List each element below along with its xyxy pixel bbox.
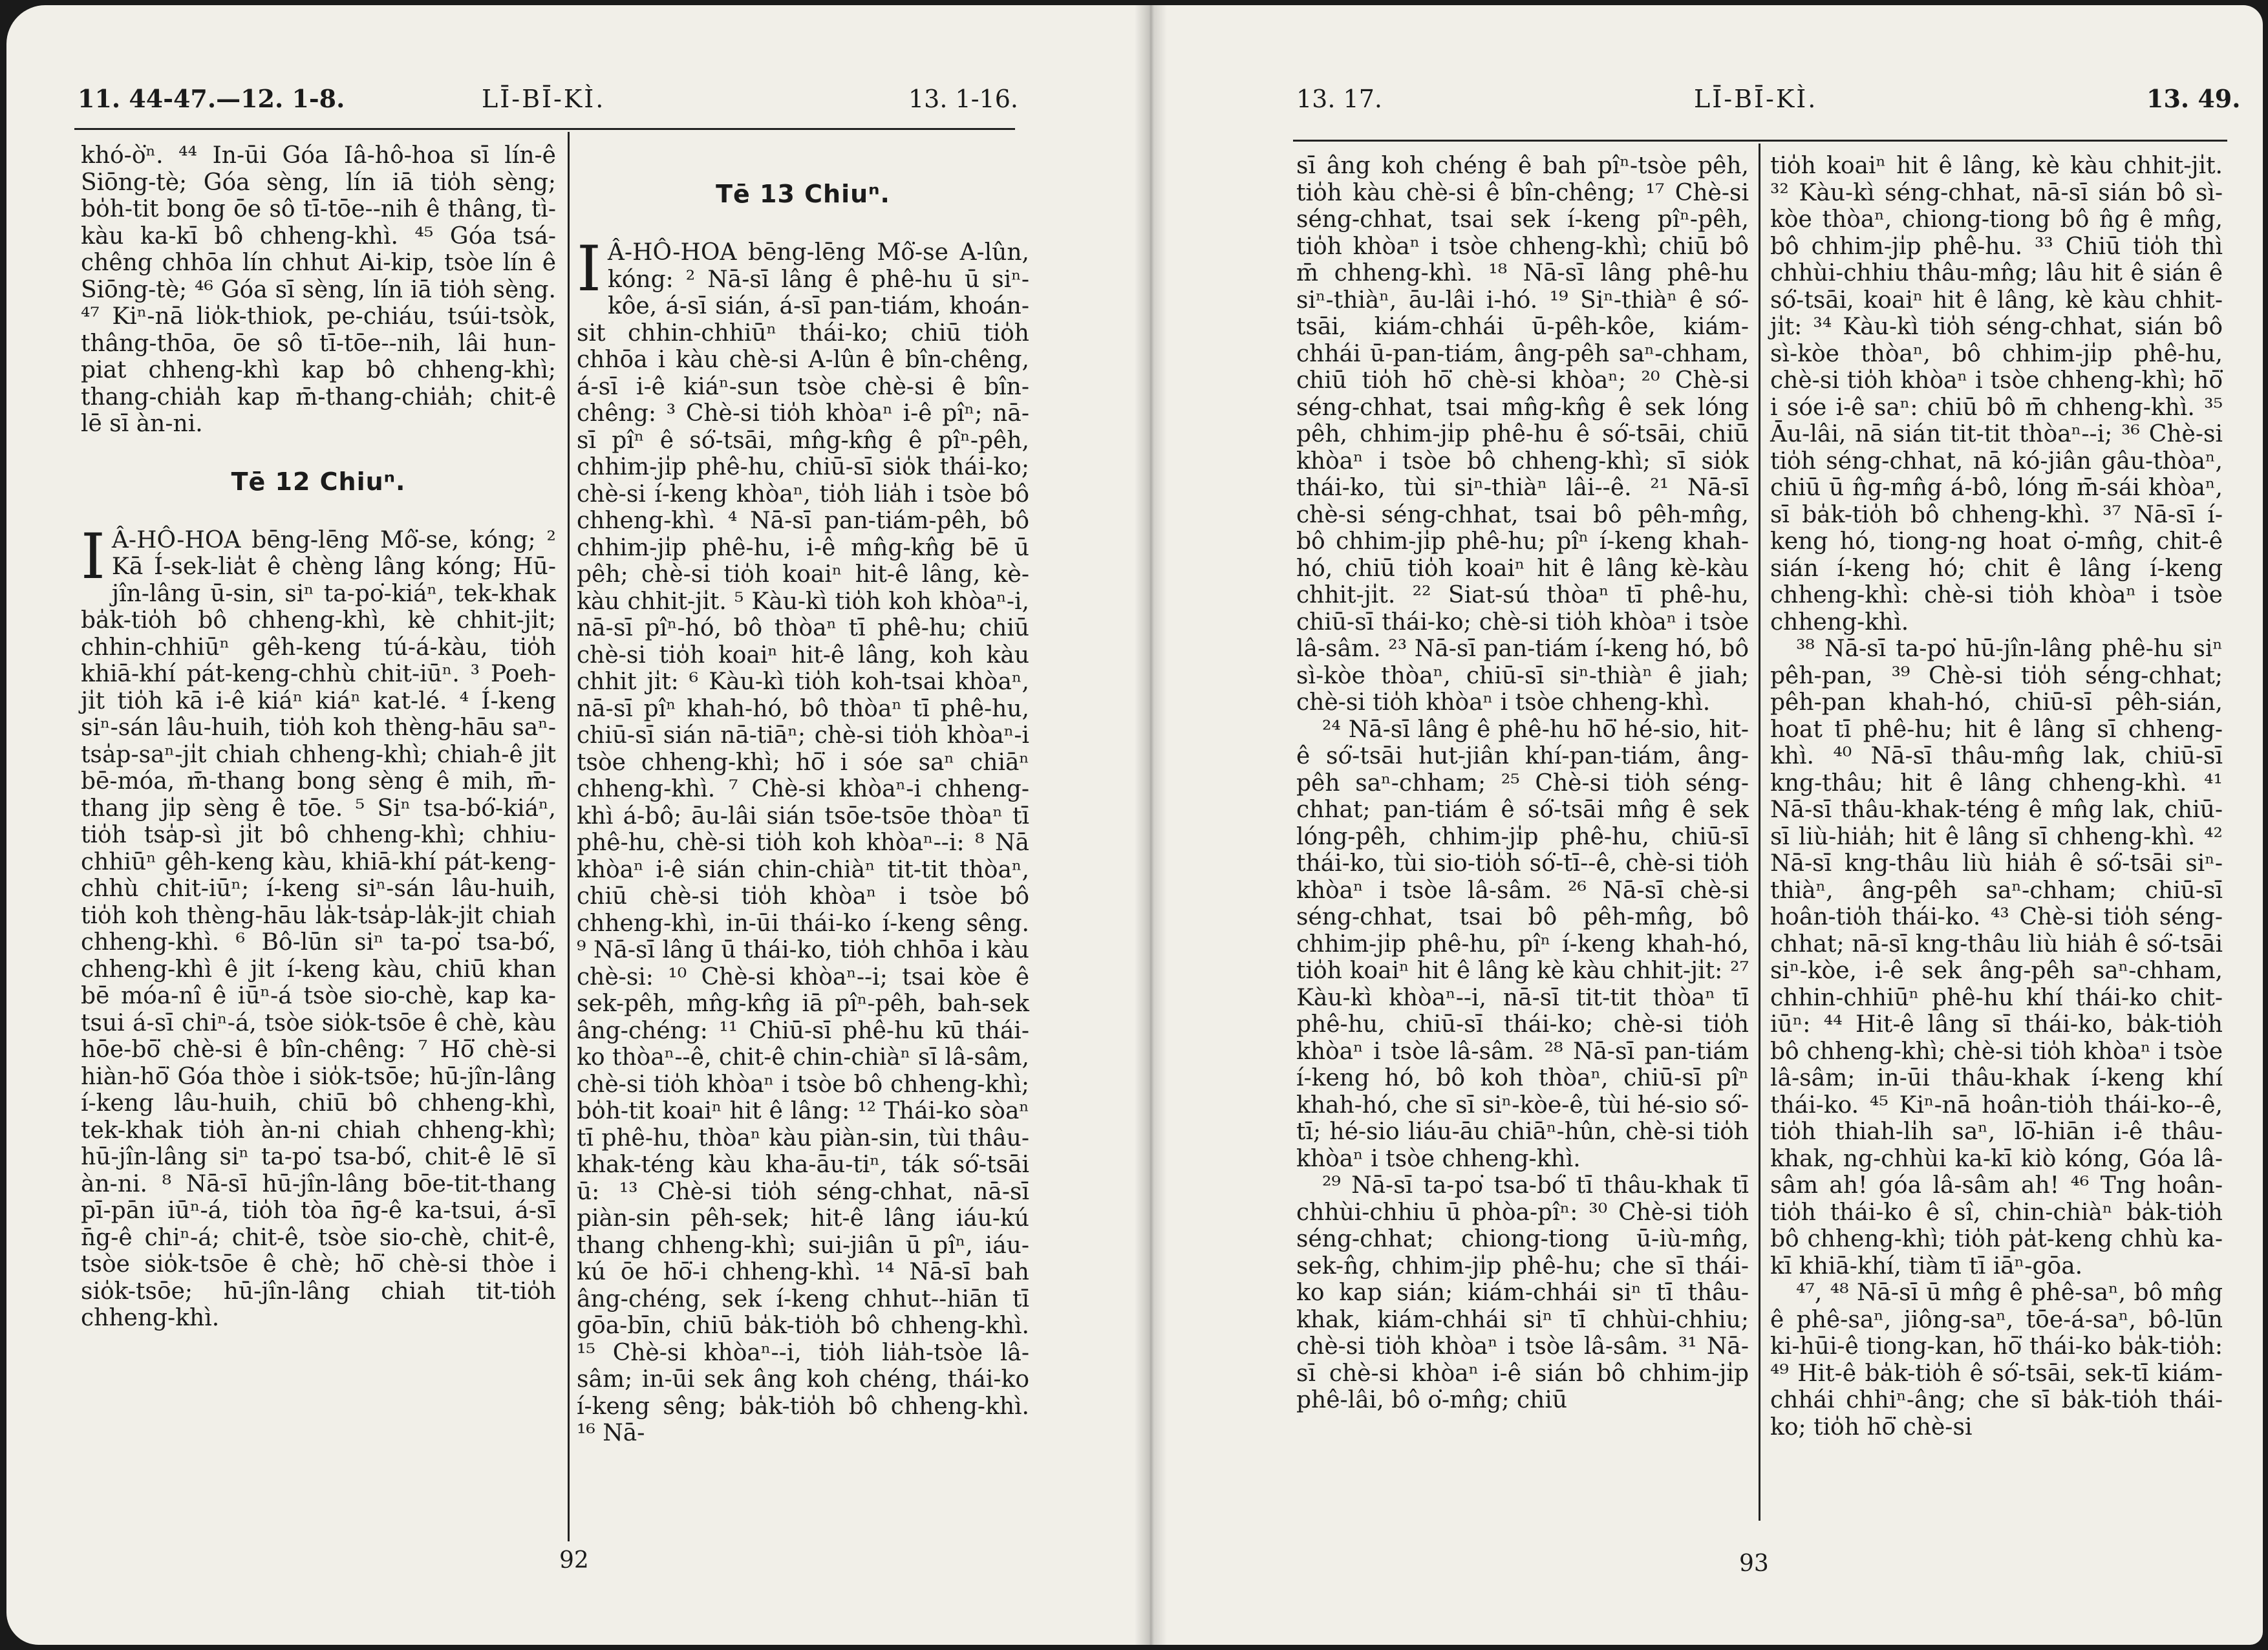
- left-header-ref-left: 11. 44-47.—12. 1-8.: [78, 84, 345, 113]
- page-number: 92: [559, 1547, 589, 1574]
- drop-cap: I: [577, 233, 601, 305]
- chapter-heading: Tē 13 Chiuⁿ.: [716, 180, 890, 208]
- right-page-column-1: [1296, 153, 1749, 1414]
- verse-text: Â-HÔ-HOA bēng-lēng Mô͘-se A-lûn, kóng: ² Nā-sī lâng ê phê-hu ū siⁿ-kôe, á-sī sián, á-sī pan-tiám, khoán-sit chhin-chhiūⁿ thái-ko; chiū tio̍h chhōa i kàu chè-si A-lûn ê bîn-chêng, á-sī i-ê kiáⁿ-sun tsòe chè-si ê bîn-chêng: ³ Chè-si tio̍h khòaⁿ i-ê pîⁿ; nā-sī pîⁿ ê só͘-tsāi, mn̂g-kn̂g ê pîⁿ-pêh, chhim-ji̍p phê-hu, chiū-sī sio̍k thái-ko; chè-si í-keng khòaⁿ, tio̍h lia̍h i tsòe bô chheng-khì. ⁴ Nā-sī pan-tiám-pêh, bô chhim-ji̍p phê-hu, i-ê mn̂g-kn̂g bē ū pêh; chè-si tio̍h koaiⁿ hit-ê lâng, kè-kàu chhit-ji̍t. ⁵ Kàu-kì tio̍h koh khòaⁿ-i, nā-sī pîⁿ-hó, bô thòaⁿ tī phê-hu; chiū chè-si tio̍h koaiⁿ hit-ê lâng, koh kàu chhit ji̍t: ⁶ Kàu-kì tio̍h koh-tsai khòaⁿ, nā-sī pîⁿ khah-hó, bô thòaⁿ tī phê-hu, chiū-sī sián nā-tiāⁿ; chè-si tio̍h khòaⁿ-i tsòe chheng-khì; hō͘ i sóe saⁿ chiāⁿ chheng-khì. ⁷ Chè-si khòaⁿ-i chheng-khì á-bô; āu-lâi sián tsōe-tsōe thòaⁿ tī phê-hu, chè-si tio̍h koh khòaⁿ--i: ⁸ Nā khòaⁿ i-ê sián chin-chiàⁿ tit-tit thòaⁿ, chiū chè-si tio̍h khòaⁿ i tsòe bô chheng-khì, in-ūi thái-ko í-keng sêng. ⁹ Nā-sī lâng ū thái-ko, tio̍h chhōa i kàu chè-si: ¹⁰ Chè-si khòaⁿ--i; tsai kòe ê sek-pêh, mn̂g-kn̂g iā pîⁿ-pêh, bah-sek âng-chéng: ¹¹ Chiū-sī phê-hu kū thái-ko thòaⁿ--ê, chit-ê chin-chiàⁿ sī lâ-sâm, chè-si tio̍h khòaⁿ i tsòe bô chheng-khì; bo̍h-tit koaiⁿ hit ê lâng: ¹² Thái-ko sòaⁿ tī phê-hu, thòaⁿ kàu piàn-sin, tùi thâu-khak-téng kàu kha-āu-tiⁿ, ták só͘-tsāi ū: ¹³ Chè-si tio̍h séng-chhat, nā-sī piàn-sin pêh-sek; hit-ê lâng iáu-kú thang chheng-khì; sui-jiân ū pîⁿ, iáu-kú ōe hō͘-i chheng-khì. ¹⁴ Nā-sī bah âng-chéng, sek í-keng chhut--hiān tī gōa-bīn, chiū ba̍k-tio̍h bô chheng-khì. ¹⁵ Chè-si khòaⁿ--i, tio̍h lia̍h-tsòe lâ-sâm; in-ūi sek âng koh chéng, thái-ko í-keng sêng; ba̍k-tio̍h bô chheng-khì. ¹⁶ Nā-: [577, 239, 1029, 1446]
- chapter-heading: Tē 12 Chiuⁿ.: [231, 467, 406, 496]
- left-page-column-1: [81, 142, 556, 1332]
- right-header-rule: [1293, 140, 2227, 142]
- verse-block: ²⁹ Nā-sī ta-po͘ tsa-bó͘ tī thâu-khak tī chhùi-chhiu ū phòa-pîⁿ: ³⁰ Chè-si tio̍h séng-chhat; chiong-tiong ū-iù-mn̂g, sek-n̂g, chhim-ji̍p phê-hu; che sī thái-ko kap sián; kiám-chhái siⁿ tī thâu-khak, kiám-chhái siⁿ tī chhùi-chhiu; chè-si tio̍h khòaⁿ i tsòe lâ-sâm. ³¹ Nā-sī chè-si khòaⁿ i-ê sián bô chhim-ji̍p phê-lâi, bô o͘-mn̂g; chiū: [1296, 1172, 1749, 1413]
- verse-block: ³⁸ Nā-sī ta-po͘ hū-jîn-lâng phê-hu siⁿ pêh-pan, ³⁹ Chè-si tio̍h séng-chhat; pêh-pan khah-hó, chiū-sī pêh-sián, hoat tī phê-hu; hit ê lâng sī chheng-khì. ⁴⁰ Nā-sī thâu-mn̂g lak, chiū-sī kng-thâu; hit ê lâng chheng-khì. ⁴¹ Nā-sī thâu-khak-téng ê mn̂g lak, chiū-sī liù-hia̍h; hit ê lâng sī chheng-khì. ⁴² Nā-sī kng-thâu liù hia̍h ê só͘-tsāi siⁿ-thiàⁿ, âng-pêh saⁿ-chham; chiū-sī hoân-tio̍h thái-ko. ⁴³ Chè-si tio̍h séng-chhat; nā-sī kng-thâu liù hia̍h ê só͘-tsāi siⁿ-kòe, i-ê sek âng-pêh saⁿ-chham, chhin-chhiūⁿ phê-hu khí thái-ko chit-iūⁿ: ⁴⁴ Hit-ê lâng sī thái-ko, ba̍k-tio̍h bô chheng-khì; chè-si tio̍h khòaⁿ i tsòe lâ-sâm; in-ūi thâu-khak í-keng khí thái-ko. ⁴⁵ Kiⁿ-nā hoân-tio̍h thái-ko--ê, tio̍h thiah-li̍h saⁿ, lō͘-hiān i-ê thâu-khak, ng-chhùi ka-kī kiò kóng, Góa lâ-sâm ah! góa lâ-sâm ah! ⁴⁶ Tng hoân-tio̍h thái-ko ê sî, chin-chiàⁿ ba̍k-tio̍h bô chheng-khì; tio̍h pa̍t-keng chhù ka-kī khiā-khí, tiàm tī iāⁿ-gōa.: [1770, 636, 2223, 1280]
- right-page-header: [1164, 76, 2263, 122]
- left-column-rule: [568, 132, 570, 1541]
- right-page-column-2: [1770, 153, 2223, 1441]
- left-header-ref-right: 13. 1-16.: [908, 85, 1018, 113]
- left-page-column-2: [577, 142, 1029, 1447]
- verse-block: tio̍h koaiⁿ hit ê lâng, kè kàu chhit-ji̍t. ³² Kàu-kì séng-chhat, nā-sī sián bô sì-kòe thòaⁿ, chiong-tiong bô n̂g ê mn̂g, bô chhim-ji̍p phê-hu. ³³ Chiū tio̍h thì chhùi-chhiu thâu-mn̂g; lâu hit ê sián ê só͘-tsāi, koaiⁿ hit ê lâng, kè kàu chhit-ji̍t: ³⁴ Kàu-kì tio̍h séng-chhat, sián bô sì-kòe thòaⁿ, bô chhim-ji̍p phê-hu, chè-si tio̍h khòaⁿ i tsòe chheng-khì; hō͘ i sóe i-ê saⁿ: chiū bô m̄ chheng-khì. ³⁵ Āu-lâi, nā sián tit-tit thòaⁿ--i; ³⁶ Chè-si tio̍h séng-chhat, nā kó-jiân gâu-thòaⁿ, chiū ū n̂g-mn̂g á-bô, lóng m̄-sái khòaⁿ, sī ba̍k-tio̍h bô chheng-khì. ³⁷ Nā-sī í-keng hó, tiong-ng hoat o͘-mn̂g, chit-ê sián í-keng hó; chit ê lâng í-keng chheng-khì: chè-si tio̍h khòaⁿ i tsòe chheng-khì.: [1770, 153, 2223, 636]
- verse-block: [577, 233, 1029, 1447]
- verse-block: ²⁴ Nā-sī lâng ê phê-hu hō͘ hé-sio, hit-ê só͘-tsāi hut-jiân khí-pan-tiám, âng-pêh saⁿ-chham; ²⁵ Chè-si tio̍h séng-chhat; pan-tiám ê só͘-tsāi mn̂g ê sek lóng-pêh, chhim-ji̍p phê-hu, chiū-sī thái-ko, tùi sio-tio̍h só͘-tī--ê, chè-si tio̍h khòaⁿ i tsòe lâ-sâm. ²⁶ Nā-sī chè-si séng-chhat, tsai bô pêh-mn̂g, bô chhim-ji̍p phê-hu, pîⁿ í-keng khah-hó, tio̍h koaiⁿ hit ê lâng kè kàu chhit-ji̍t: ²⁷ Kàu-kì khòaⁿ--i, nā-sī tit-tit thòaⁿ tī phê-hu, chiū-sī thái-ko; chè-si tio̍h khòaⁿ i tsòe lâ-sâm. ²⁸ Nā-sī pan-tiám í-keng hó, bô koh thòaⁿ, chiū-sī pîⁿ khah-hó, che sī siⁿ-kòe-ê, tùi hé-sio só͘-tī; hé-sio liáu-āu chiāⁿ-hûn, chè-si tio̍h khòaⁿ i tsòe chheng-khì.: [1296, 716, 1749, 1172]
- verse-block: sī âng koh chéng ê bah pîⁿ-tsòe pêh, tio̍h kàu chè-si ê bîn-chêng; ¹⁷ Chè-si séng-chhat, tsai sek í-keng pîⁿ-pêh, tio̍h khòaⁿ i tsòe chheng-khì; chiū bô m̄ chheng-khì. ¹⁸ Nā-sī lâng phê-hu siⁿ-thiàⁿ, āu-lâi i-hó. ¹⁹ Siⁿ-thiàⁿ ê só͘-tsāi, kiám-chhái ū-pêh-kôe, kiám-chhái ū-pan-tiám, âng-pêh saⁿ-chham, chiū tio̍h hō͘ chè-si khòaⁿ; ²⁰ Chè-si séng-chhat, tsai mn̂g-kn̂g ê sek lóng pêh, chhim-ji̍p phê-hu ê só͘-tsāi, chiū khòaⁿ i tsòe bô chheng-khì; sī sio̍k thái-ko, tùi siⁿ-thiàⁿ lâi--ê. ²¹ Nā-sī chè-si séng-chhat, tsai bô pêh-mn̂g, bô chhim-ji̍p phê-hu; pîⁿ í-keng khah-hó, chiū tio̍h koaiⁿ hit ê lâng kè-kàu chhit-ji̍t. ²² Siat-sú thòaⁿ tī phê-hu, chiū-sī thái-ko; chè-si tio̍h khòaⁿ i tsòe lâ-sâm. ²³ Nā-sī pan-tiám í-keng hó, bô sì-kòe thòaⁿ, chiū-sī siⁿ-thiàⁿ ê jiah; chè-si tio̍h khòaⁿ i tsòe chheng-khì.: [1296, 153, 1749, 716]
- verse-block: khó-ò͘ⁿ. ⁴⁴ In-ūi Góa Iâ-hô-hoa sī lín-ê Siōng-tè; Góa sèng, lín iā tio̍h sèng; bo̍h-tit bong ōe sô tī-tōe--nih ê thâng, tì-kàu ka-kī bô chheng-khì. ⁴⁵ Góa tsá-chêng chhōa lín chhut Ai-kip, tsòe lín ê Siōng-tè; ⁴⁶ Góa sī sèng, lín iā tio̍h sèng. ⁴⁷ Kiⁿ-nā lio̍k-thiok, pe-chiáu, tsúi-tsòk, thâng-thōa, ōe sô tī-tōe--nih, lâi hun-piat chheng-khì kap bô chheng-khì; thang-chia̍h kap m̄-thang-chia̍h; chit-ê lē sī àn-ni.: [81, 142, 556, 437]
- right-column-rule: [1759, 144, 1760, 1521]
- right-header-ref-right: 13. 49.: [2146, 84, 2241, 113]
- right-page: [1164, 5, 2263, 1645]
- drop-cap: I: [81, 520, 105, 593]
- right-header-ref-left: 13. 17.: [1296, 85, 1382, 113]
- left-header-rule: [74, 128, 1015, 130]
- left-page-header: [6, 76, 1144, 122]
- verse-block: [81, 520, 556, 1332]
- verse-block: ⁴⁷, ⁴⁸ Nā-sī ū mn̂g ê phê-saⁿ, bô mn̂g ê phê-saⁿ, jiông-saⁿ, tōe-á-saⁿ, bô-lūn ki-hūi-ê tiong-kan, hō͘ thái-ko ba̍k-tio̍h: ⁴⁹ Hit-ê ba̍k-tio̍h ê só͘-tsāi, sek-tī kiám-chhái chhiⁿ-âng; che sī ba̍k-tio̍h thái-ko; tio̍h hō͘ chè-si: [1770, 1280, 2223, 1441]
- left-header-book-title: LĪ-BĪ-KÌ.: [482, 85, 606, 113]
- left-page: [6, 5, 1144, 1645]
- right-header-book-title: LĪ-BĪ-KÌ.: [1694, 85, 1818, 113]
- book-spread: [6, 5, 2263, 1645]
- verse-text: Â-HÔ-HOA bēng-lēng Mô͘-se, kóng; ² Kā Í-sek-lia̍t ê chèng lâng kóng; Hū-jîn-lâng ū-sin, siⁿ ta-po͘-kiáⁿ, tek-khak ba̍k-tio̍h bô chheng-khì, kè chhit-ji̍t; chhin-chhiūⁿ gêh-keng tú-á-kàu, tio̍h khiā-khí pát-keng-chhù chit-iūⁿ. ³ Poeh-ji̍t tio̍h kā i-ê kiáⁿ kiáⁿ kat-lé. ⁴ Í-keng siⁿ-sán lâu-huih, tio̍h koh thèng-hāu saⁿ-tsa̍p-saⁿ-ji̍t chiah chheng-khì; chiah-ê ji̍t bē-móa, m̄-thang bong sèng ê mih, m̄-thang ji̍p sèng ê tōe. ⁵ Siⁿ tsa-bó͘-kiáⁿ, tio̍h tsa̍p-sì ji̍t bô chheng-khì; chhiu-chhiūⁿ gêh-keng kàu, khiā-khí pát-keng-chhù chit-iūⁿ; í-keng siⁿ-sán lâu-huih, tio̍h koh thèng-hāu la̍k-tsa̍p-la̍k-ji̍t chiah chheng-khì. ⁶ Bô-lūn siⁿ ta-po͘ tsa-bó͘, chheng-khì ê ji̍t í-keng kàu, chiū khan bē móa-nî ê iūⁿ-á tsòe sio-chè, kap ka-tsui á-sī chiⁿ-á, tsòe sio̍k-tsōe ê chè, kàu hōe-bō͘ chè-si ê bîn-chêng: ⁷ Hō͘ chè-si hiàn-hō͘ Góa thòe i sio̍k-tsōe; hū-jîn-lâng í-keng lâu-huih, chiū bô chheng-khì, tek-khak tio̍h àn-ni chiah chheng-khì; hū-jîn-lâng siⁿ ta-po͘ tsa-bó͘, chit-ê lē sī àn-ni. ⁸ Nā-sī hū-jîn-lâng bōe-tit-thang pī-pān iūⁿ-á, tio̍h tòa n̄g-ê ka-tsui, á-sī n̄g-ê chiⁿ-á; chit-ê, tsòe sio-chè, chit-ê, tsòe sio̍k-tsōe ê chè; hō͘ chè-si thòe i sio̍k-tsōe; hū-jîn-lâng chiah tit-tio̍h chheng-khì.: [81, 526, 556, 1331]
- page-number: 93: [1739, 1550, 1769, 1577]
